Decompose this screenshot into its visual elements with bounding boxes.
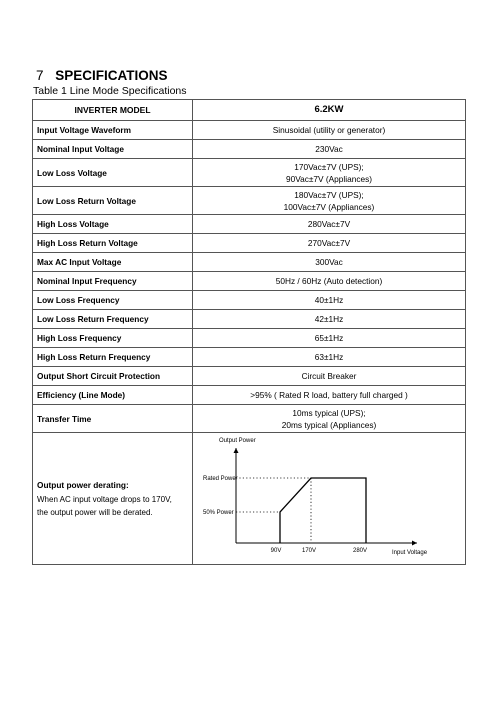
row-value [193, 121, 466, 140]
table-header-row [33, 100, 466, 121]
row-label: Low Loss Return Frequency [33, 310, 193, 329]
derating-curve [280, 478, 366, 543]
table-row [33, 348, 466, 367]
y-axis-title: Output Power [219, 438, 256, 444]
row-label: Max AC Input Voltage [33, 253, 193, 272]
row-value [193, 234, 466, 253]
row-label: High Loss Frequency [33, 329, 193, 348]
row-value [193, 215, 466, 234]
table-row [33, 291, 466, 310]
row-label: Transfer Time [33, 405, 193, 433]
row-label: Output Short Circuit Protection [33, 367, 193, 386]
row-value-line: 300Vac [315, 257, 343, 267]
x-axis-title: Input Voltage [392, 550, 428, 556]
table-row [33, 367, 466, 386]
derating-label-cell [33, 433, 193, 565]
row-value-line: 180Vac±7V (UPS); [294, 189, 364, 200]
specifications-table [32, 99, 466, 565]
row-label: Low Loss Voltage [33, 159, 193, 187]
row-value-line: 10ms typical (UPS); [292, 407, 366, 418]
row-value [193, 159, 466, 187]
table-row [33, 121, 466, 140]
table-row [33, 329, 466, 348]
table-row [33, 310, 466, 329]
row-value [193, 329, 466, 348]
row-value [193, 405, 466, 433]
tick-label-170v: 170V [301, 548, 317, 554]
section-title: SPECIFICATIONS [55, 68, 168, 83]
y-axis-arrow [234, 448, 239, 453]
section-heading [36, 68, 168, 83]
row-value-line: 270Vac±7V [307, 238, 351, 248]
row-value [193, 348, 466, 367]
derating-description-line: When AC input voltage drops to 170V, [37, 494, 172, 504]
row-value-line: 170Vac±7V (UPS); [294, 161, 364, 172]
header-model-label: INVERTER MODEL [33, 100, 193, 121]
row-value-line: 42±1Hz [314, 314, 344, 324]
row-label: Efficiency (Line Mode) [33, 386, 193, 405]
table-row [33, 159, 466, 187]
row-value-line: 90Vac±7V (Appliances) [285, 173, 373, 184]
row-value-line: 50Hz / 60Hz (Auto detection) [275, 276, 383, 286]
half-power-label: 50% Power [203, 510, 234, 516]
row-value [193, 272, 466, 291]
header-model-value: 6.2KW [193, 100, 466, 121]
row-label: Nominal Input Voltage [33, 140, 193, 159]
rated-power-label: Rated Power [203, 476, 238, 482]
row-label: High Loss Return Frequency [33, 348, 193, 367]
derating-graph [197, 433, 470, 564]
table-row [33, 140, 466, 159]
row-label: Nominal Input Frequency [33, 272, 193, 291]
row-label: High Loss Return Voltage [33, 234, 193, 253]
derating-row [33, 433, 466, 565]
row-value [193, 310, 466, 329]
row-label: High Loss Voltage [33, 215, 193, 234]
row-value [193, 253, 466, 272]
table-row [33, 405, 466, 433]
table-caption: Table 1 Line Mode Specifications [33, 85, 187, 97]
row-value-line: >95% ( Rated R load, battery full charged ) [250, 390, 408, 400]
table-row [33, 215, 466, 234]
row-value [193, 140, 466, 159]
row-value-line: 65±1Hz [314, 333, 344, 343]
x-axis-arrow [412, 541, 417, 546]
row-value [193, 187, 466, 215]
derating-graph-cell [193, 433, 466, 565]
table-row [33, 234, 466, 253]
row-value [193, 386, 466, 405]
tick-label-280v: 280V [352, 548, 368, 554]
derating-description-line: the output power will be derated. [37, 507, 153, 517]
row-value-line: 40±1Hz [314, 295, 344, 305]
row-label: Input Voltage Waveform [33, 121, 193, 140]
row-value-line: 230Vac [315, 144, 343, 154]
row-value-line: Circuit Breaker [301, 371, 357, 381]
row-value-line: 63±1Hz [314, 352, 344, 362]
tick-label-90v: 90V [270, 548, 282, 554]
table-row [33, 187, 466, 215]
row-value [193, 291, 466, 310]
table-row [33, 386, 466, 405]
row-value-line: 100Vac±7V (Appliances) [283, 201, 375, 212]
row-value [193, 367, 466, 386]
row-value-line: Sinusoidal (utility or generator) [272, 125, 386, 135]
row-value-line: 20ms typical (Appliances) [281, 419, 377, 430]
row-label: Low Loss Frequency [33, 291, 193, 310]
section-number: 7 [36, 68, 44, 83]
table-row [33, 272, 466, 291]
table-row [33, 253, 466, 272]
row-value-line: 280Vac±7V [307, 219, 351, 229]
derating-title: Output power derating: [37, 479, 129, 490]
row-label: Low Loss Return Voltage [33, 187, 193, 215]
